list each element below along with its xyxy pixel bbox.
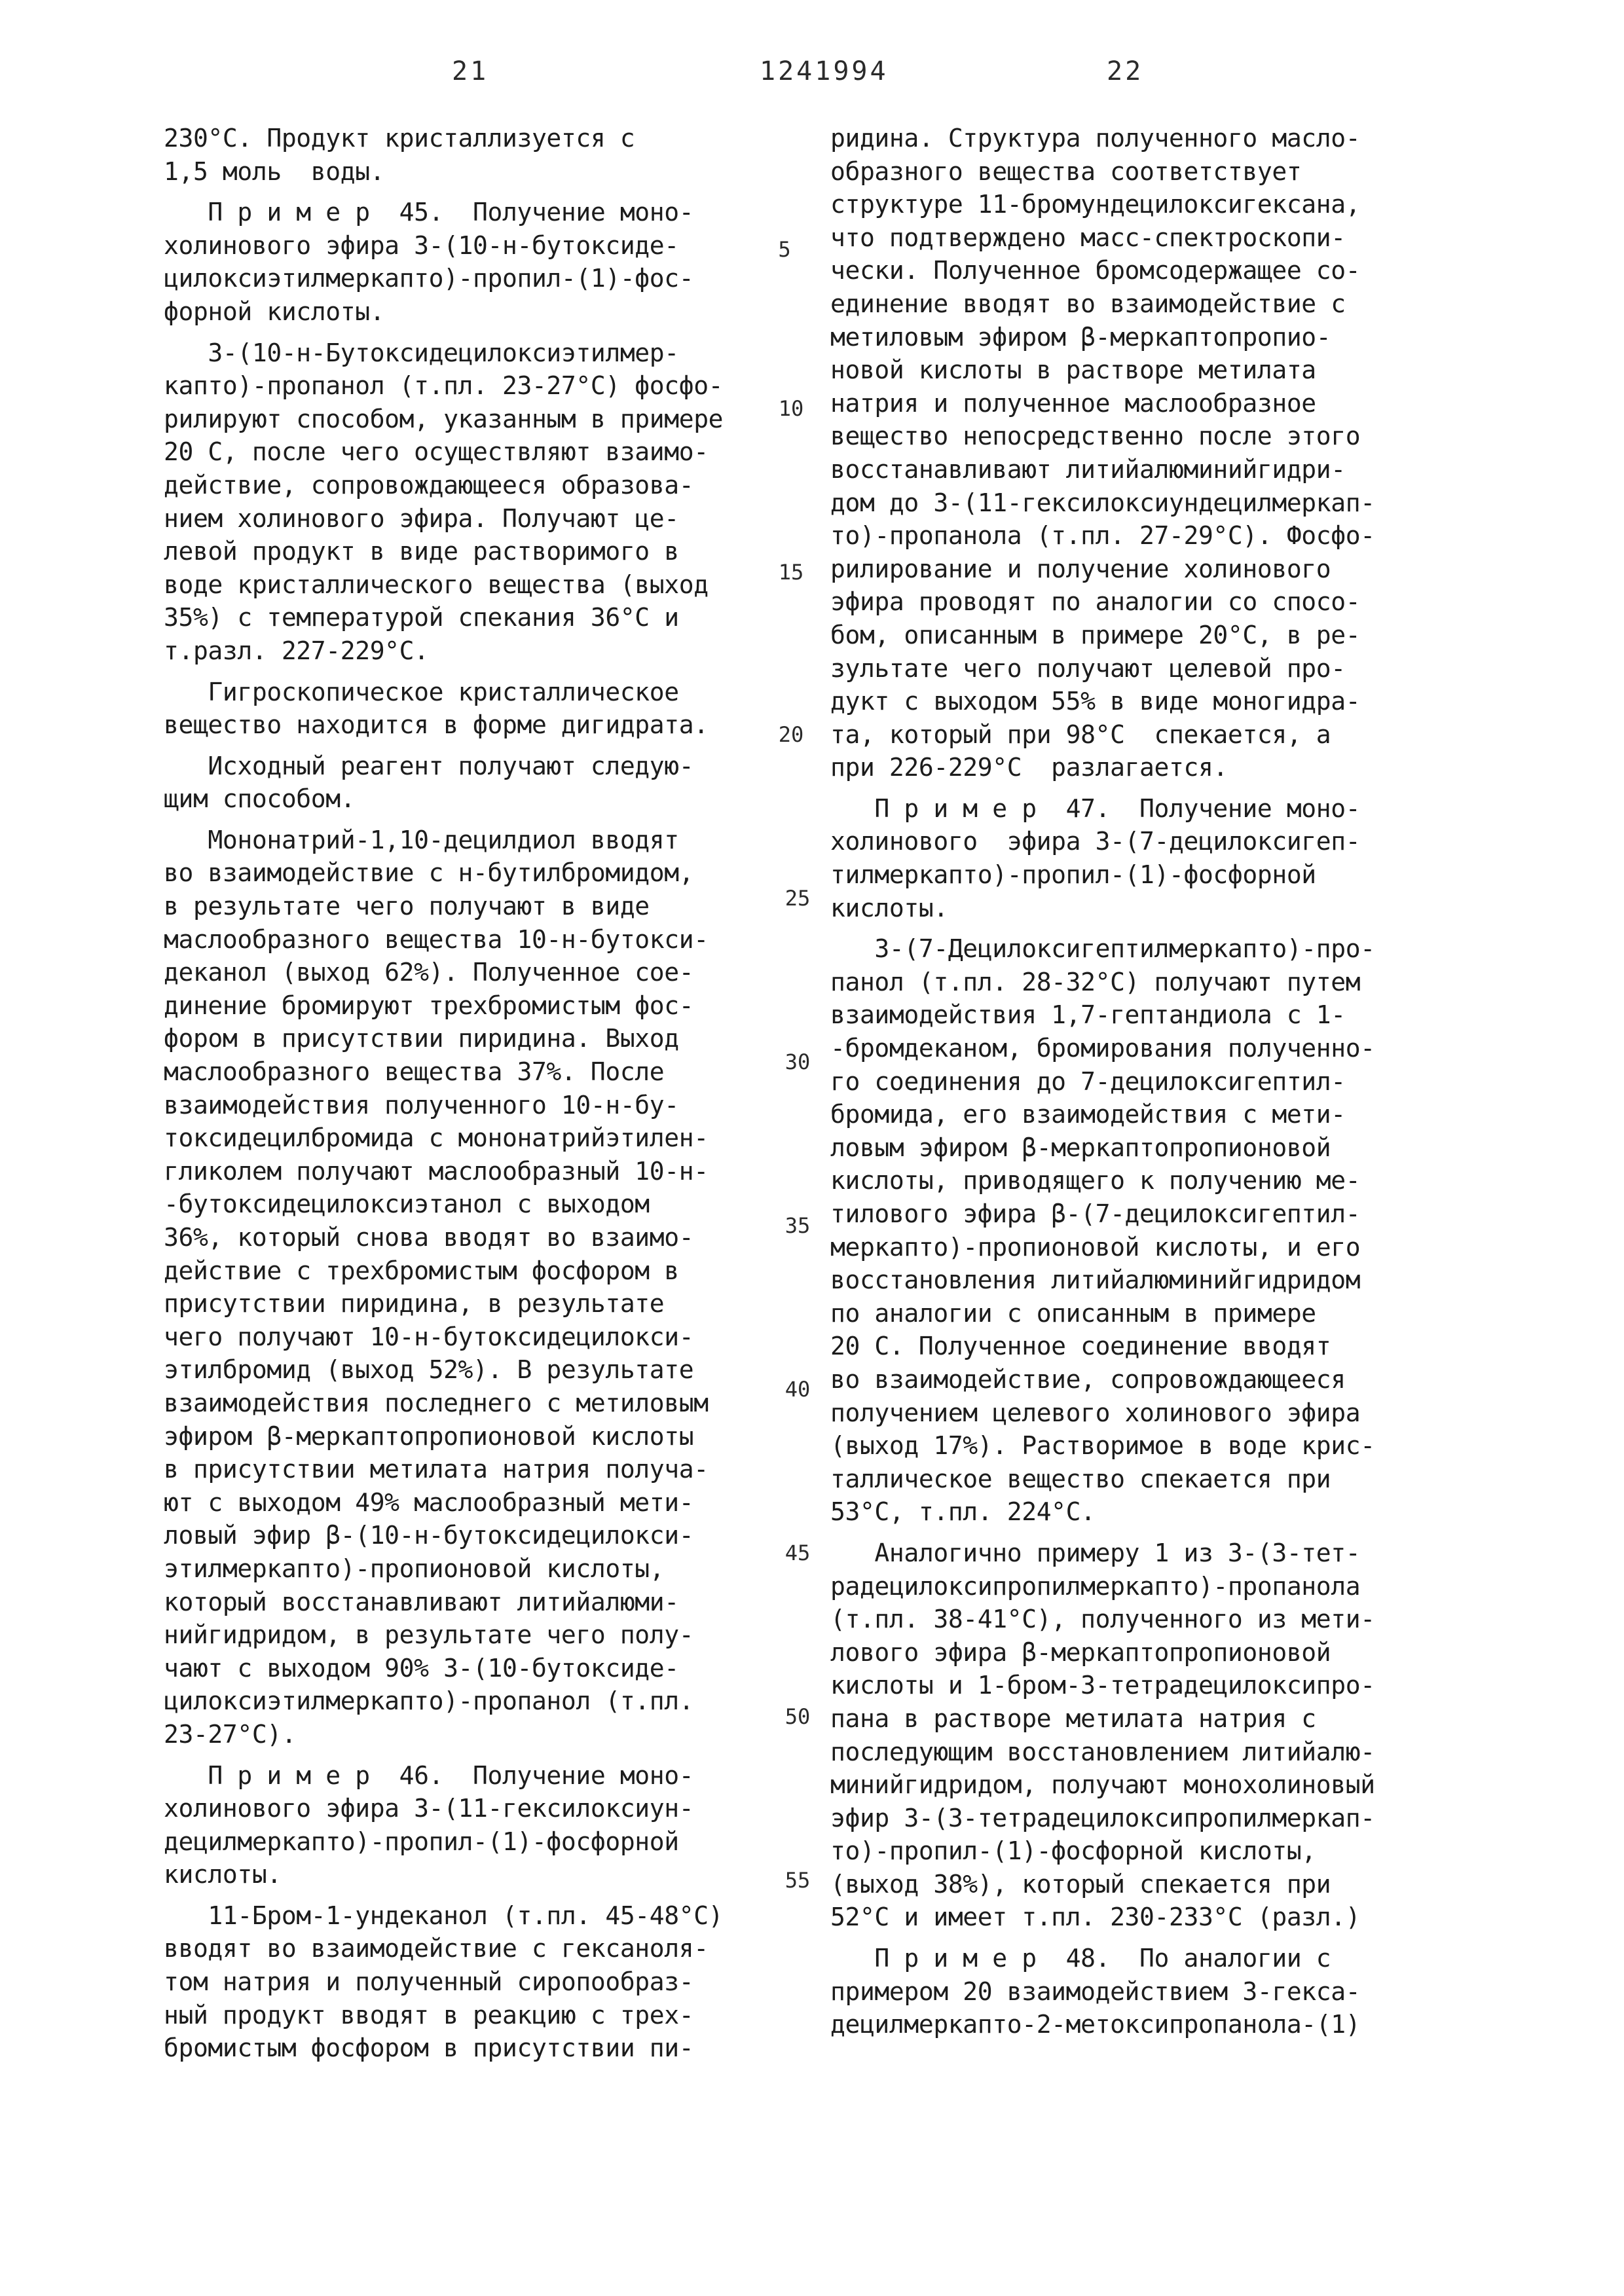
line-number: 20 — [778, 722, 804, 747]
line-number: 15 — [778, 560, 804, 585]
line-number: 50 — [784, 1704, 811, 1729]
left-page-number: 21 — [452, 56, 489, 86]
paragraph: Гигроскопическое кристаллическое вещество находится в форме дигидрата. — [164, 677, 709, 740]
line-number: 35 — [784, 1213, 811, 1238]
paragraph: 11-Бром-1-ундеканол (т.пл. 45-48°С) вводят во взаимодействие с гексаноля- том натрия и полученный сиропообраз- ный продукт вводят в реакцию с трех- бромистым фосфором в присутствии пи- — [164, 1901, 724, 2063]
paragraph: Исходный реагент получают следую- щим способом. — [164, 751, 694, 814]
paragraph-example-46-heading: П р и м е р 46. Получение моно- холинового эфира 3-(11-гексилоксиун- децилмеркапто)-пропил-(1)-фосфорной кислоты. — [164, 1760, 694, 1889]
paragraph: 3-(10-н-Бутоксидецилоксиэтилмер- капто)-пропанол (т.пл. 23-27°С) фосфо- рилируют способом, указанным в примере 20 С, после чего осуществляют взаимо- действие, сопровождающееся образова- нием холинового эфира. Получают це- левой продукт в виде растворимого в воде кристаллического вещества (выход 35%) с температурой спекания 36°С и т.разл. 227-229°С. — [164, 338, 724, 665]
right-page-number: 22 — [1107, 56, 1144, 86]
right-text-column — [830, 122, 1459, 2041]
line-number: 30 — [784, 1049, 811, 1074]
paragraph: Мононатрий-1,10-децилдиол вводят во взаимодействие с н-бутилбромидом, в результате чего получают в виде маслообразного вещества 10-н-бутокси- деканол (выход 62%). Полученное сое- динение бромируют трехбромистым фос- фором в присутствии пиридина. Выход маслообразного вещества 37%. После взаимодействия полученного 10-н-бу- токсидецилбромида с мононатрийэтилен- гликолем получают маслообразный 10-н- -бутоксидецилоксиэтанол с выходом 36%, который снова вводят во взаимо- действие с трехбромистым фосфором в присутствии пиридина, в результате чего получают 10-н-бутоксидецилокси- этилбромид (выход 52%). В результате взаимодействия последнего с метиловым эфиром β-меркаптопропионовой кислоты в присутствии метилата натрия получа- ют с выходом 49% маслообразный мети- ловый эфир β-(10-н-бутоксидецилокси- этилмеркапто)-пропионовой кислоты, который восстанавливают литийалюми- нийгидридом, в результате чего полу- чают с выходом 90% 3-(10-бутоксиде- цилоксиэтилмеркапто)-пропанол (т.пл. 23-27°С). — [164, 825, 709, 1749]
paragraph: 3-(7-Децилоксигептилмеркапто)-про- панол (т.пл. 28-32°С) получают путем взаимодействия 1,7-гептандиола с 1- -бромдеканом, бромирования полученно- го соединения до 7-децилоксигептил- бромида, его взаимодействия с мети- ловым эфиром β-меркаптопропионовой кислоты, приводящего к получению ме- тилового эфира β-(7-децилоксигептил- меркапто)-пропионовой кислоты, и его восстановления литийалюминийгидридом по аналогии с описанным в примере 20 С. Полученное соединение вводят во взаимодействие, сопровождающееся получением целевого холинового эфира (выход 17%). Растворимое в воде крис- таллическое вещество спекается при 53°С, т.пл. 224°С. — [830, 934, 1375, 1527]
line-number: 5 — [778, 237, 791, 262]
line-number: 45 — [784, 1540, 811, 1565]
line-number: 10 — [778, 396, 804, 421]
paragraph-example-48-heading: П р и м е р 48. По аналогии с примером 20 взаимодействием 3-гекса- децилмеркапто-2-метоксипропанола-(1) — [830, 1944, 1361, 2039]
line-number: 40 — [784, 1377, 811, 1402]
paragraph: 230°С. Продукт кристаллизуется с 1,5 моль воды. — [164, 124, 635, 186]
line-number: 55 — [784, 1868, 811, 1893]
paragraph-example-45-heading: П р и м е р 45. Получение моно- холинового эфира 3-(10-н-бутоксиде- цилоксиэтилмеркапто)-пропил-(1)-фос- форной кислоты. — [164, 198, 694, 326]
paragraph-example-47-heading: П р и м е р 47. Получение моно- холинового эфира 3-(7-децилоксигеп- тилмеркапто)-пропил-(1)-фосфорной кислоты. — [830, 793, 1361, 922]
document-number: 1241994 — [760, 56, 889, 86]
line-number: 25 — [784, 886, 811, 911]
left-text-column — [164, 122, 802, 2065]
paragraph: ридина. Структура полученного масло- образного вещества соответствует структуре 11-бромундецилоксигексана, что подтверждено масс-спектроскопи- чески. Полученное бромсодержащее со- единение вводят во взаимодействие с метиловым эфиром β-меркаптопропио- новой кислоты в растворе метилата натрия и полученное маслообразное вещество непосредственно после этого восстанавливают литийалюминийгидри- дом до 3-(11-гексилоксиундецилмеркап- то)-пропанола (т.пл. 27-29°С). Фосфо- рилирование и получение холинового эфира проводят по аналогии со спосо- бом, описанным в примере 20°С, в ре- зультате чего получают целевой про- дукт с выходом 55% в виде моногидра- та, который при 98°С спекается, а при 226-229°С разлагается. — [830, 124, 1375, 782]
paragraph: Аналогично примеру 1 из 3-(3-тет- радецилоксипропилмеркапто)-пропанола (т.пл. 38-41°С), полученного из мети- лового эфира β-меркаптопропионовой кислоты и 1-бром-3-тетрадецилоксипро- пана в растворе метилата натрия с последующим восстановлением литийалю- минийгидридом, получают монохолиновый эфир 3-(3-тетрадецилоксипропилмеркап- то)-пропил-(1)-фосфорной кислоты, (выход 38%), который спекается при 52°С и имеет т.пл. 230-233°С (разл.) — [830, 1538, 1375, 1932]
